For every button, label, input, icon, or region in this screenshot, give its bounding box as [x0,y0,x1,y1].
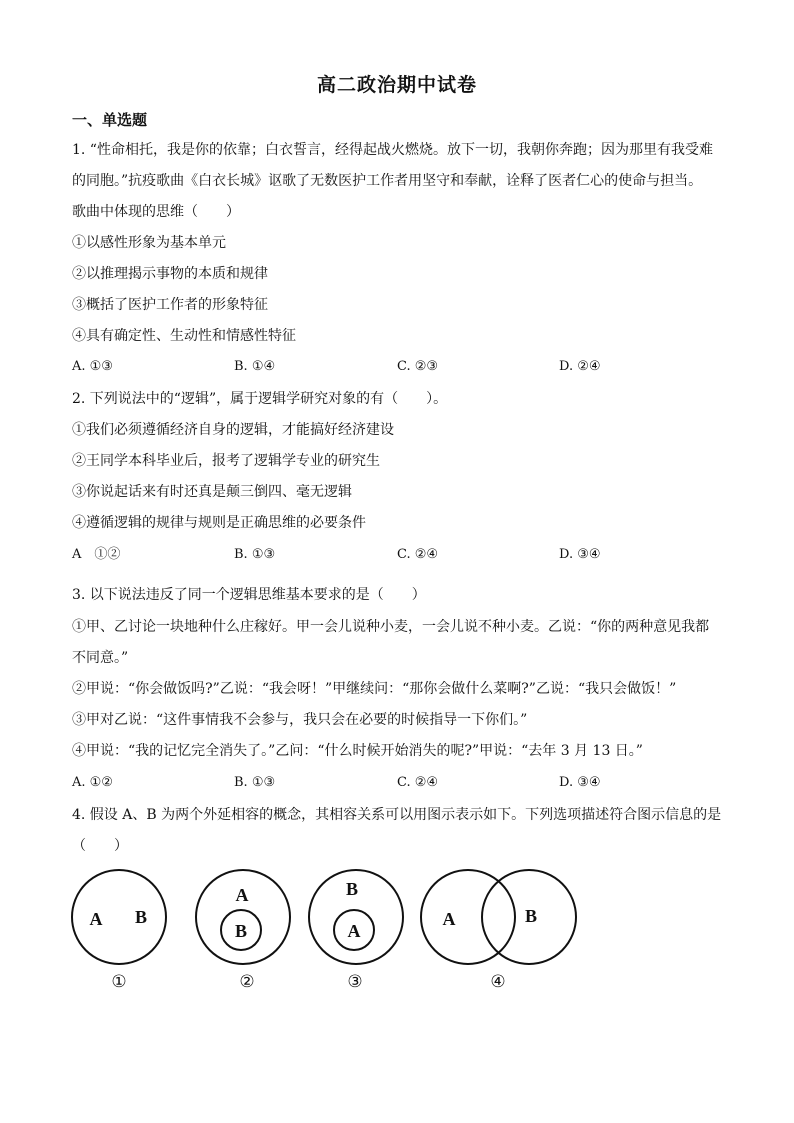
q4-stem-line1: 4. 假设 A、B 为两个外延相容的概念，其相容关系可以用图示表示如下。下列选项描述符合图示信息的是 [72,807,722,823]
q1-option-a: A. ①③ [72,359,113,374]
q1-stem-line2: 的同胞。”抗疫歌曲《白衣长城》讴歌了无数医护工作者用坚守和奉献，诠释了医者仁心的使命与担当。 [72,173,703,189]
q1-stem-line1: 1. “性命相托，我是你的依靠；白衣誓言，经得起战火燃烧。放下一切，我朝你奔跑；因为那里有我受难 [72,142,713,158]
q3-option-d: D. ③④ [559,775,601,790]
d1-label-a: A [89,909,103,929]
q2-item-4: ④遵循逻辑的规律与规则是正确思维的必要条件 [72,515,366,531]
q1-item-3: ③概括了医护工作者的形象特征 [72,297,268,313]
venn-diagrams [60,860,600,1000]
d1-number: ① [111,972,127,991]
q2-option-b: B. ①③ [234,547,276,562]
q3-item-2: ②甲说：“你会做饭吗?”乙说：“我会呀！”甲继续问：“那你会做什么菜啊?”乙说：“我只会做饭！” [72,681,677,697]
section-heading: 一、单选题 [72,111,148,129]
q3-option-a: A. ①② [72,775,113,790]
q2-item-1: ①我们必须遵循经济自身的逻辑，才能搞好经济建设 [72,422,394,438]
d3-label-outer: B [345,879,359,899]
q3-item-1-line2: 不同意。” [72,650,129,666]
q3-item-4: ④甲说：“我的记忆完全消失了。”乙问：“什么时候开始消失的呢?”甲说：“去年 3 月 13 日。” [72,743,643,759]
q1-option-d: D. ②④ [559,359,601,374]
d1-label-b: B [134,907,148,927]
d4-label-a: A [442,909,456,929]
q3-item-3: ③甲对乙说：“这件事情我不会参与，我只会在必要的时候指导一下你们。” [72,712,528,728]
q3-stem: 3. 以下说法违反了同一个逻辑思维基本要求的是（ ） [72,587,426,603]
d4-number: ④ [490,972,506,991]
d2-number: ② [239,972,255,991]
q1-item-1: ①以感性形象为基本单元 [72,235,226,251]
q3-option-c: C. ②④ [397,775,439,790]
q1-item-4: ④具有确定性、生动性和情感性特征 [72,328,296,344]
d4-label-b: B [524,906,538,926]
q2-option-d: D. ③④ [559,547,601,562]
q3-option-b: B. ①③ [234,775,276,790]
q4-stem-line2: （ ） [72,838,128,854]
q1-item-2: ②以推理揭示事物的本质和规律 [72,266,268,282]
q2-option-c: C. ②④ [397,547,439,562]
d4-circle-a [421,870,515,964]
q2-item-2: ②王同学本科毕业后，报考了逻辑学专业的研究生 [72,453,380,469]
q1-option-b: B. ①④ [234,359,276,374]
q2-stem: 2. 下列说法中的“逻辑”，属于逻辑学研究对象的有（ ）。 [72,391,448,407]
q1-option-c: C. ②③ [397,359,439,374]
d3-label-inner: A [347,921,361,941]
d2-label-inner: B [234,921,248,941]
q2-option-a: A ①② [72,547,121,562]
q1-stem-line3: 歌曲中体现的思维（ ） [72,204,240,220]
d3-number: ③ [347,972,363,991]
page-title: 高二政治期中试卷 [316,74,477,96]
q2-item-3: ③你说起话来有时还真是颠三倒四、毫无逻辑 [72,484,352,500]
d2-label-outer: A [235,885,249,905]
d1-circle [72,870,166,964]
q3-item-1-line1: ①甲、乙讨论一块地种什么庄稼好。甲一会儿说种小麦，一会儿说不种小麦。乙说：“你的两种意见我都 [72,619,710,635]
